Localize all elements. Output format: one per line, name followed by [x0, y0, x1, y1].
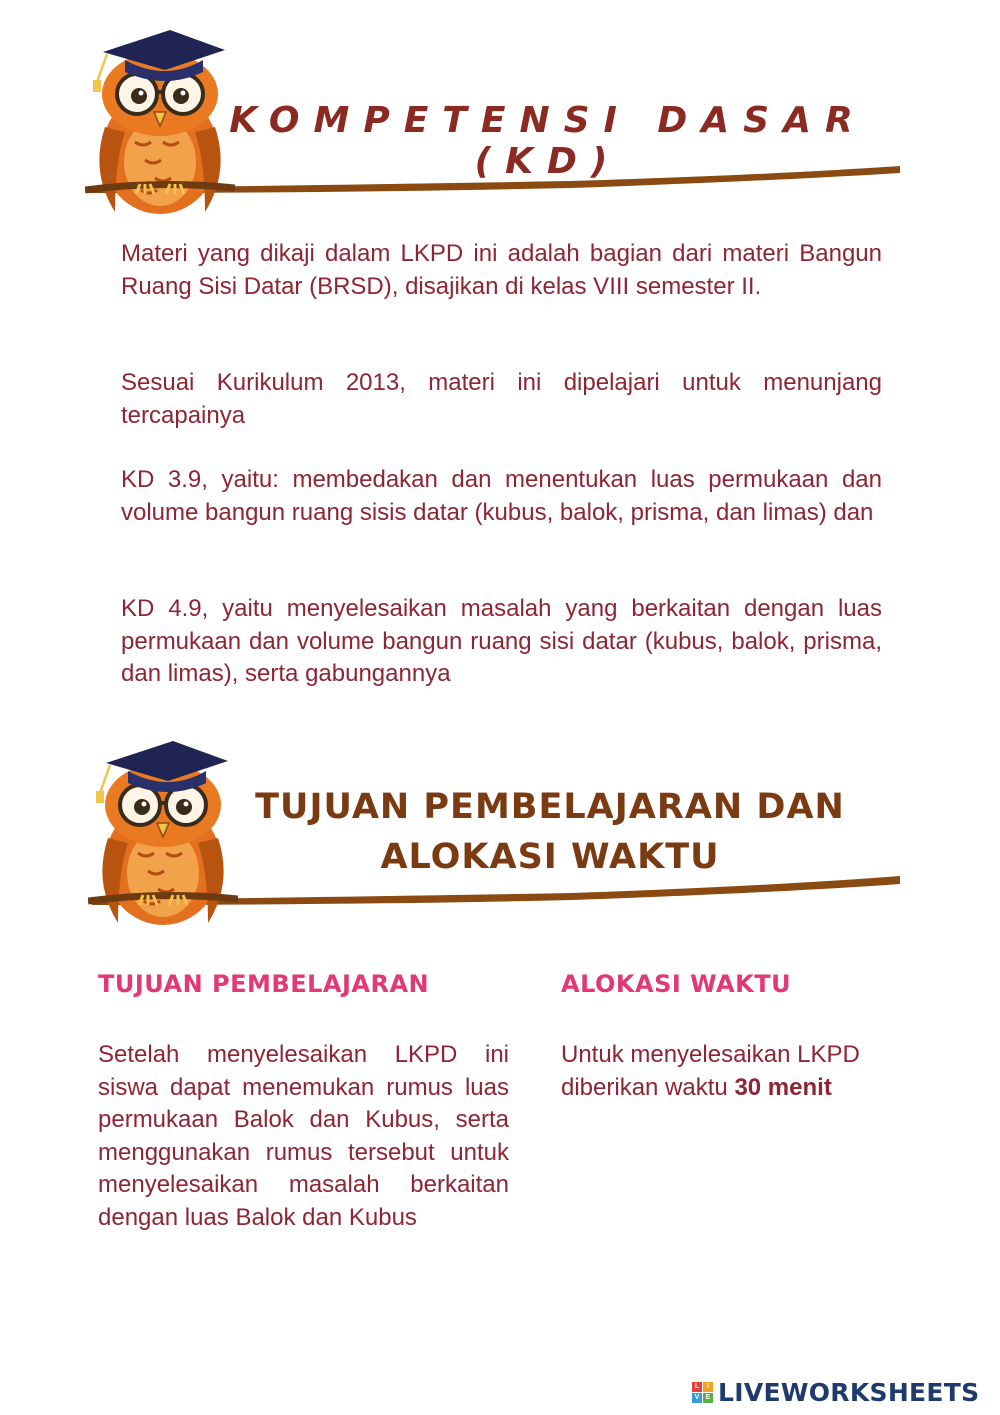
- tujuan-pembelajaran-text: Setelah menyelesaikan LKPD ini siswa dapat menemukan rumus luas permukaan Balok dan Kubus, serta menggunakan rumus tersebut untuk menyelesaikan masalah berkaitan dengan luas Balok dan Kubus: [98, 1041, 509, 1231]
- kd-paragraph-kurikulum: Sesuai Kurikulum 2013, materi ini dipelajari untuk menunjang tercapainya: [121, 369, 882, 429]
- logo-letter: L: [692, 1382, 702, 1392]
- logo-letter: V: [692, 1393, 702, 1403]
- kd-paragraph-intro: Materi yang dikaji dalam LKPD ini adalah bagian dari materi Bangun Ruang Sisi Datar (BRSD), disajikan di kelas VIII semester II.: [121, 240, 882, 300]
- liveworksheets-brand: LIVEWORKSHEETS: [718, 1377, 980, 1407]
- tujuan-pembelajaran-heading: TUJUAN PEMBELAJARAN: [98, 970, 430, 998]
- alokasi-waktu-heading: ALOKASI WAKTU: [561, 970, 792, 998]
- tujuan-title-line2: ALOKASI WAKTU: [380, 837, 720, 877]
- alokasi-waktu-duration: 30 menit: [734, 1073, 832, 1101]
- alokasi-waktu-sentence: Untuk menyelesaikan LKPD diberikan waktu: [561, 1041, 860, 1101]
- kd-paragraph-kd39: KD 3.9, yaitu: membedakan dan menentukan luas permukaan dan volume bangun ruang sisis datar (kubus, balok, prisma, dan limas) dan: [121, 466, 882, 526]
- tujuan-title-line1: TUJUAN PEMBELAJARAN DAN: [255, 787, 845, 827]
- liveworksheets-footer[interactable]: [692, 1374, 979, 1410]
- owl-graduate-icon: [88, 722, 238, 934]
- tujuan-section-title: [250, 782, 850, 882]
- kd-paragraph-kd49: KD 4.9, yaitu menyelesaikan masalah yang berkaitan dengan luas permukaan dan volume bangun ruang sisi datar (kubus, balok, prisma, dan limas), serta gabungannya: [121, 595, 882, 687]
- logo-letter: E: [703, 1393, 713, 1403]
- liveworksheets-logo-icon: [692, 1382, 713, 1403]
- owl-graduate-icon: [85, 12, 235, 222]
- alokasi-waktu-text: [561, 1039, 906, 1104]
- kd-section-title: KOMPETENSI DASAR (KD): [229, 100, 867, 182]
- logo-letter: I: [703, 1382, 713, 1392]
